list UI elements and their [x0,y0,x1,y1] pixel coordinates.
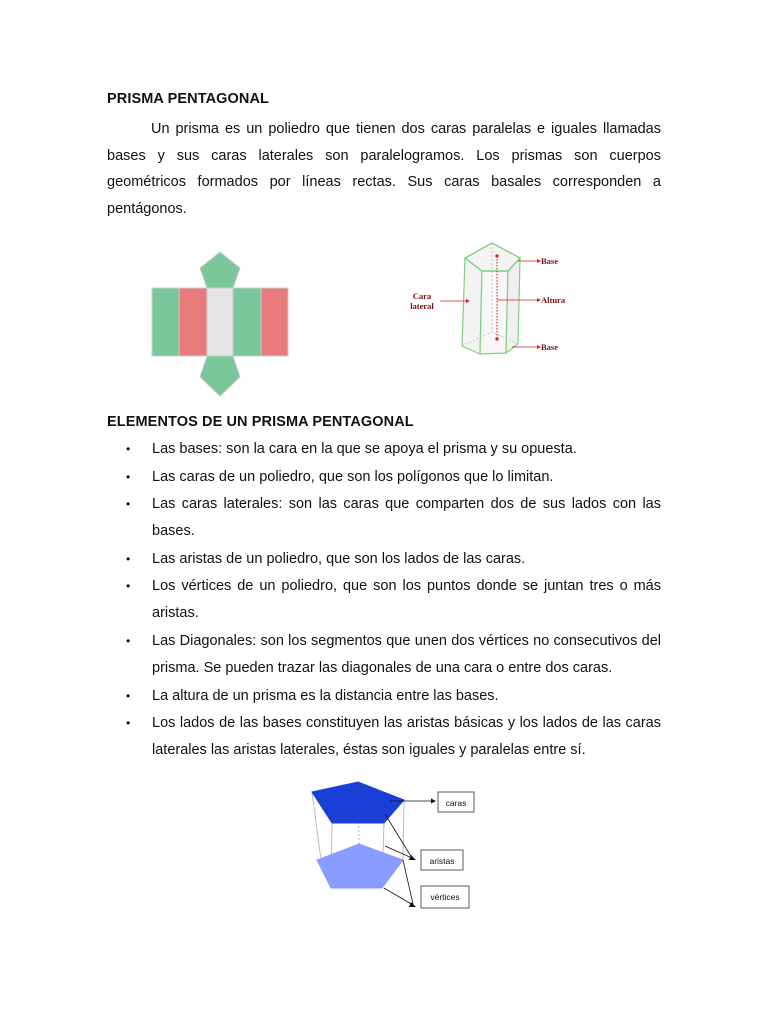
list-item [107,710,661,764]
prism-net-svg [150,250,290,400]
list-item [107,628,661,682]
net-face-1 [152,288,179,356]
label-altura: Altura [541,295,566,305]
list-item [107,573,661,627]
prism-side-face [462,258,482,354]
prism-side-face [480,271,508,354]
labeled-prism-figure [400,236,585,381]
bullet-icon: • [126,442,131,456]
bullet-icon: • [126,497,131,512]
label-cara-lateral-line1: Cara [412,291,432,301]
list-item-text: Las bases: son la cara en la que se apoya el prisma y su opuesta. [152,441,577,457]
arrow-aristas-2 [385,814,412,858]
arrow-vertices [384,888,413,905]
elements-list [107,436,661,765]
label-caras: caras [445,798,467,808]
label-base-bottom: Base [541,342,558,352]
list-item [107,546,661,573]
arrow-vertices-2 [403,860,413,904]
bullet-icon: • [126,469,131,484]
list-item [107,683,661,710]
net-top-pentagon [200,252,240,288]
lateral-edge [403,800,404,860]
list-item [107,436,661,463]
bottom-base-pentagon [317,844,403,888]
bullet-icon: • [126,579,131,594]
list-item-text: La altura de un prisma es la distancia entre las bases. [152,687,499,704]
arrowhead-caras [431,799,436,804]
list-item-text: Las Diagonales: son los segmentos que unen dos vértices no consecutivos del prisma. Se pueden trazar las diagonales de una cara o entre dos caras. [152,632,661,676]
list-item-text: Los vértices de un poliedro, que son los puntos donde se juntan tres o más aristas. [152,578,661,622]
prism-elements-svg [305,778,480,918]
net-face-4 [233,288,261,356]
list-item [107,464,661,491]
label-vertices: vértices [430,892,460,902]
list-item [107,491,661,545]
net-bottom-pentagon [200,356,240,396]
list-item-text: Las caras de un poliedro, que son los polígonos que lo limitan. [152,468,554,485]
section-title-prisma-pentagonal: PRISMA PENTAGONAL [107,91,270,107]
list-item-text: Las aristas de un poliedro, que son los lados de las caras. [152,550,526,567]
label-base-top: Base [541,256,558,266]
prism-side-face [506,258,520,353]
net-face-3 [207,288,233,356]
label-cara-lateral-line2: lateral [410,301,434,311]
bullet-icon: • [126,716,131,731]
intro-paragraph: Un prisma es un poliedro que tienen dos caras paralelas e iguales llamadas bases y sus caras laterales son paralelogramos. Los prismas son cuerpos geométricos formados por líneas rectas. Sus caras basales corresponden a pentágonos. [107,121,661,217]
bullet-icon: • [126,551,131,566]
section-title-elementos: ELEMENTOS DE UN PRISMA PENTAGONAL [107,414,414,430]
net-face-2 [179,288,207,356]
prism-net-figure [150,250,290,405]
top-base-pentagon [312,782,404,823]
bullet-icon: • [126,688,131,703]
prism-height-bottom-dot [495,337,498,340]
list-item-text: Los lados de las bases constituyen las aristas básicas y los lados de las caras laterales las aristas laterales, éstas son iguales y paralelas entre sí. [152,715,661,759]
net-face-5 [261,288,288,356]
bullet-icon: • [126,633,131,648]
prism-elements-figure [305,778,480,923]
label-aristas: aristas [429,856,455,866]
arrowhead-aristas [409,855,416,860]
labeled-prism-svg [400,236,585,376]
prism-height-top-dot [495,254,498,257]
list-item-text: Las caras laterales: son las caras que comparten dos de sus lados con las bases. [152,496,661,540]
